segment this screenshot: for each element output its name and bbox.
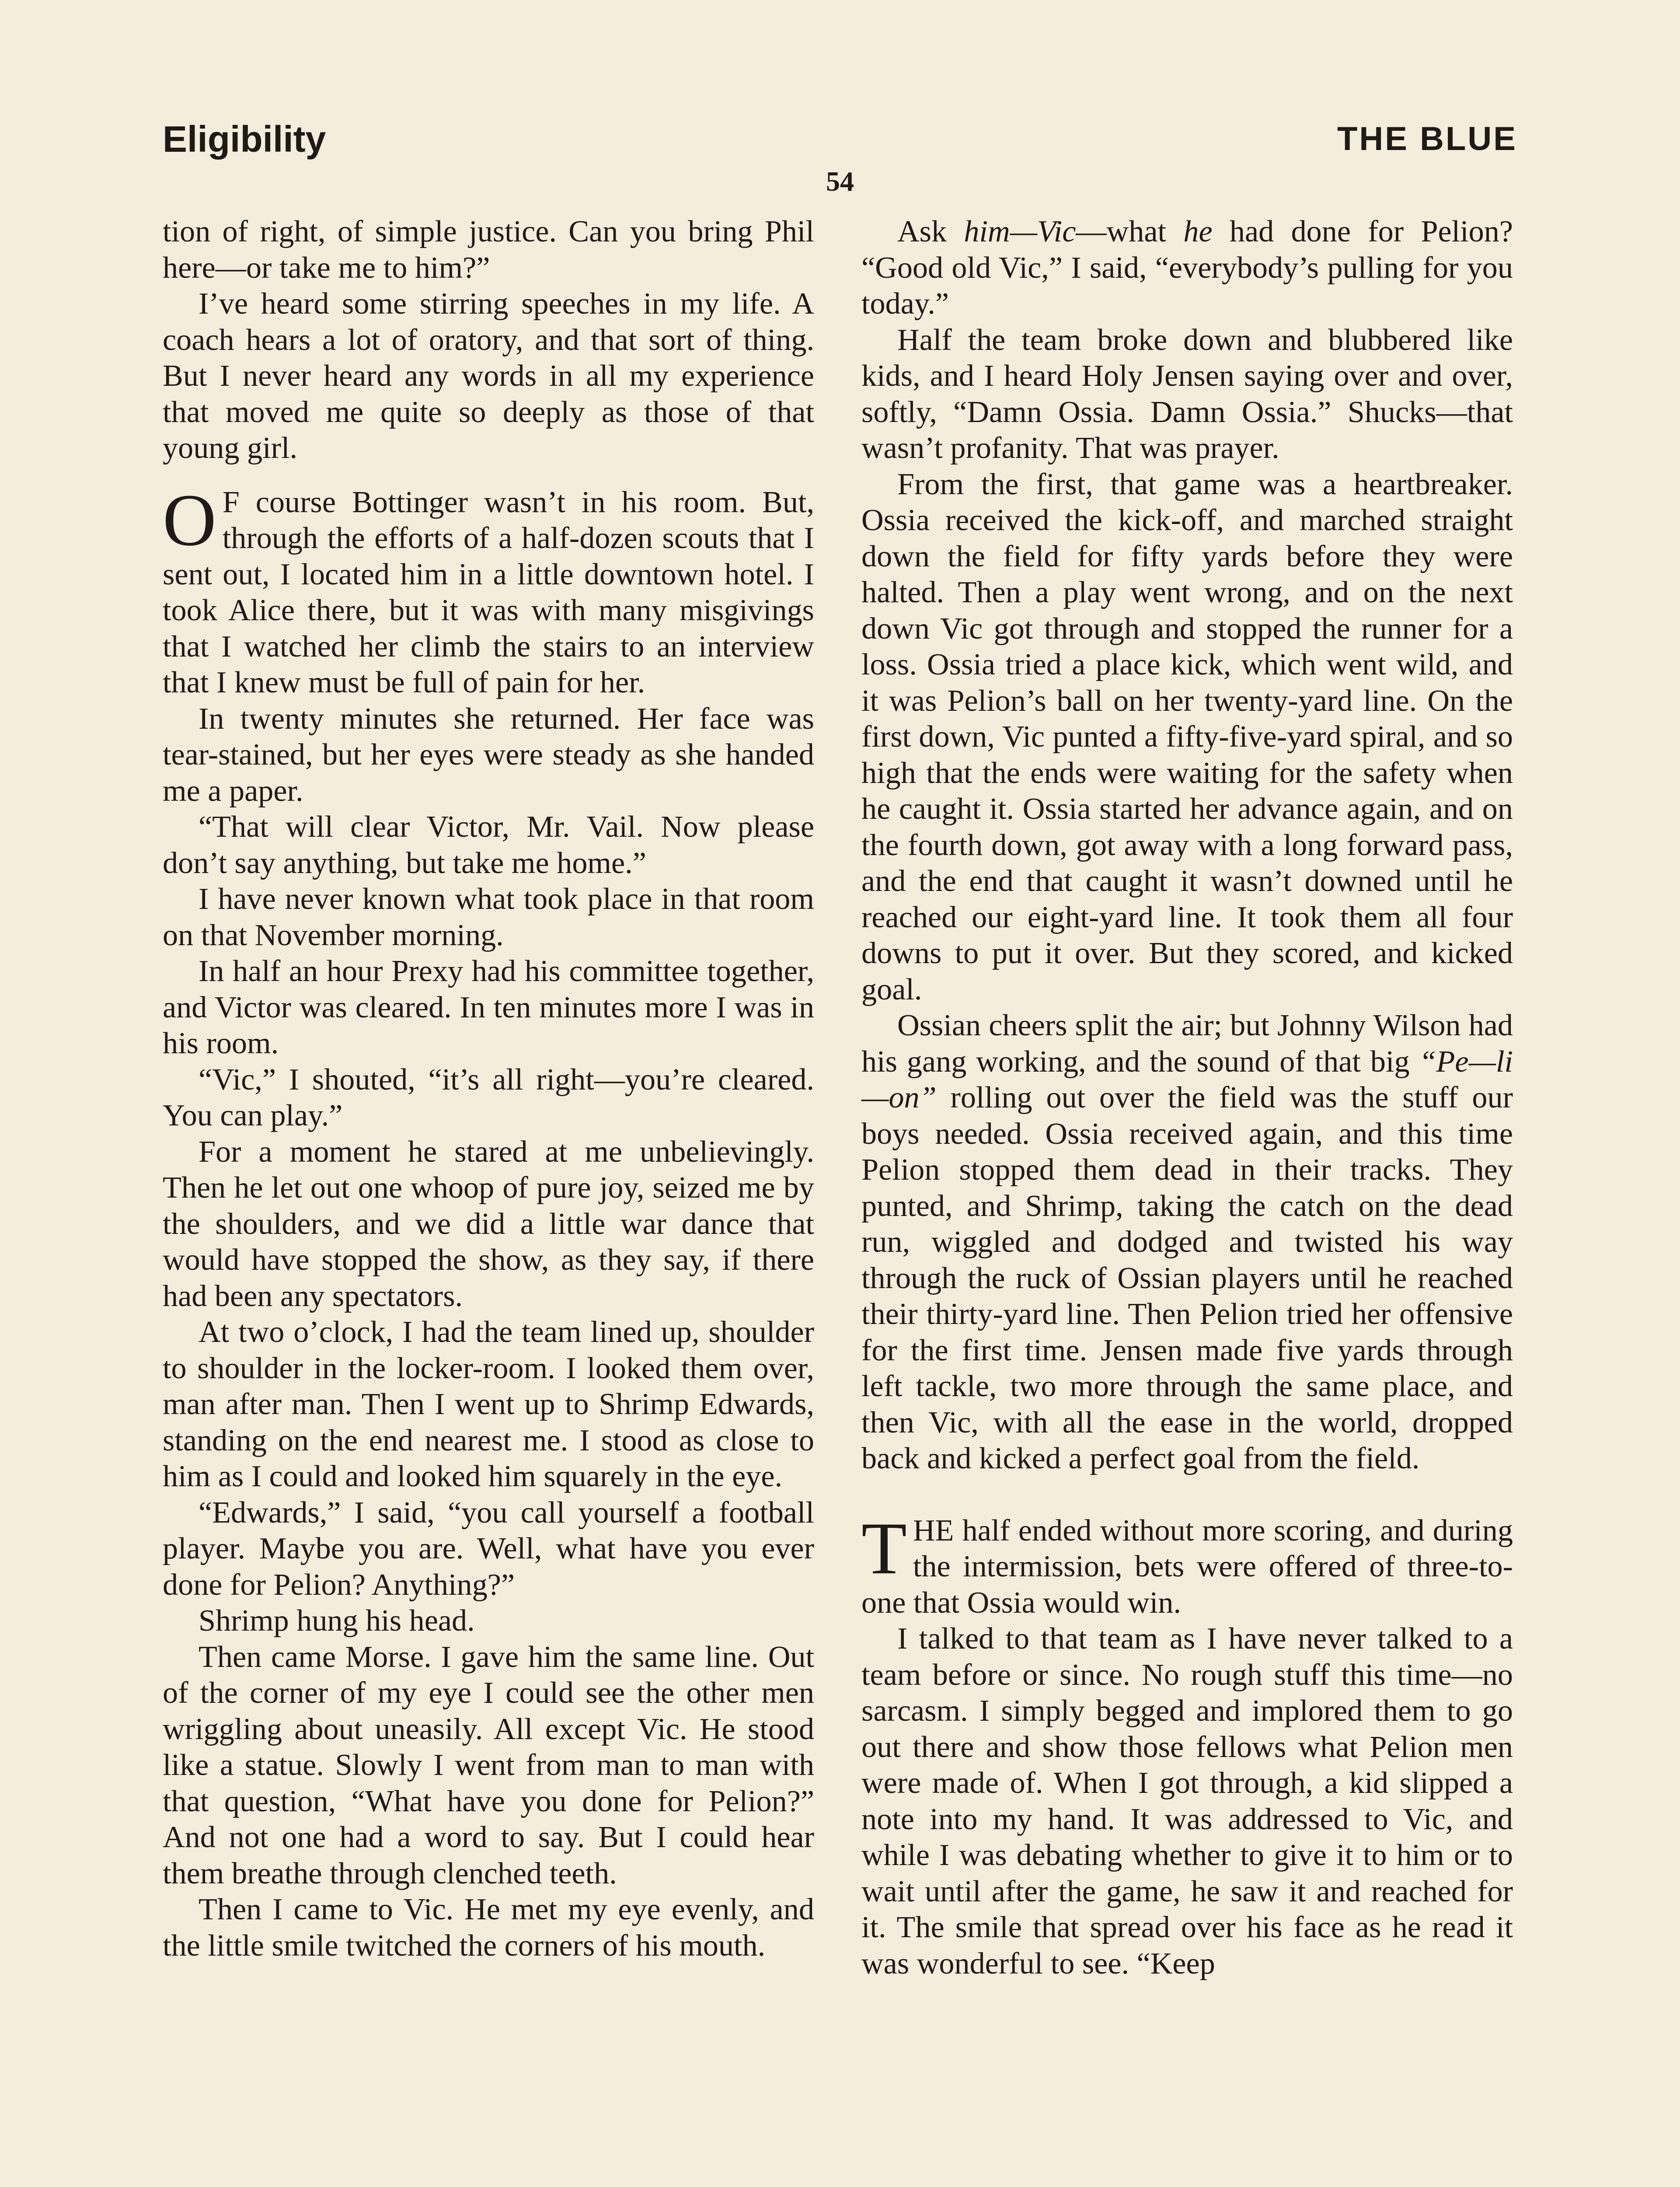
paragraph: From the first, that game was a heartbreaker. Ossia received the kick-off, and marched straight down the field for fifty yards before they were halted. Then a play went wrong, and on the next down Vic got through and stopped the runner for a loss. Ossia tried a place kick, which went wild, and it was Pelion’s ball on her twenty-yard line. On the first down, Vic punted a fifty-five-yard spiral, and so high that the ends were waiting for the safety when he caught it. Ossia started her advance again, and on the fourth down, got away with a long forward pass, and the end that caught it wasn’t downed until he reached our eight-yard line. It took them all four downs to put it over. But they scored, and kicked goal. bbox=[861, 467, 1513, 1006]
section-start-paragraph bbox=[861, 1507, 1513, 1621]
section-start-paragraph bbox=[163, 479, 814, 701]
paragraph bbox=[861, 213, 1513, 322]
paragraph: At two o’clock, I had the team lined up, shoulder to shoulder in the locker-room. I looked them over, man after man. Then I went up to Shrimp Edwards, standing on the end nearest me. I stood as close to him as I could and looked him squarely in the eye. bbox=[163, 1315, 814, 1493]
paragraph: I have never known what took place in that room on that November morning. bbox=[163, 882, 814, 952]
text-run: Ossian cheers split the air; but Johnny Wilson had his gang working, and the sound of that big bbox=[861, 1008, 1513, 1079]
paragraph-text: F course Bottinger wasn’t in his room. But, through the efforts of a half-dozen scouts that I sent out, I located him in a little downtown hotel. I took Alice there, but it was with many misgivings that I watched her climb the stairs to an interview that I knew must be full of pain for her. bbox=[163, 485, 814, 699]
paragraph: “Edwards,” I said, “you call yourself a football player. Maybe you are. Well, what have you ever done for Pelion? Anything?” bbox=[163, 1495, 814, 1602]
emphasis: him—Vic bbox=[964, 214, 1076, 248]
drop-cap: O bbox=[163, 479, 216, 561]
paragraph-text: HE half ended without more scoring, and during the intermission, bets were offered of three-to-one that Ossia would win. bbox=[861, 1513, 1513, 1620]
paragraph: Then came Morse. I gave him the same line. Out of the corner of my eye I could see the other men wriggling about uneasily. All except Vic. He stood like a statue. Slowly I went from man to man with that question, “What have you done for Pelion?” And not one had a word to say. But I could hear them breathe through clenched teeth. bbox=[163, 1639, 814, 1890]
paragraph: “Vic,” I shouted, “it’s all right—you’re cleared. You can play.” bbox=[163, 1062, 814, 1132]
text-run: rolling out over the field was the stuff our boys needed. Ossia received again, and this time Pelion stopped them dead in their tracks. They punted, and Shrimp, taking the catch on the dead run, wiggled and dodged and twisted his way through the ruck of Ossian players until he reached their thirty-yard line. Then Pelion tried her offensive for the first time. Jensen made five yards through left tackle, two more through the same place, and then Vic, with all the ease in the world, dropped back and kicked a perfect goal from the field. bbox=[861, 1080, 1513, 1475]
page-number: 54 bbox=[826, 166, 854, 197]
emphasis: “Pe—li—on” bbox=[861, 1044, 1513, 1114]
story-title: Eligibility bbox=[163, 119, 326, 160]
paragraph: I talked to that team as I have never talked to a team before or since. No rough stuff this time—no sarcasm. I simply begged and implored them to go out there and show those fellows what Pelion men were made of. When I got through, a kid slipped a note into my hand. It was addressed to Vic, and while I was debating whether to give it to him or to wait until after the game, he saw it and reached for it. The smile that spread over his face as he read it was wonderful to see. “Keep bbox=[861, 1621, 1513, 1981]
paragraph: tion of right, of simple justice. Can you bring Phil here—or take me to him?” bbox=[163, 214, 814, 285]
paragraph: Then I came to Vic. He met my eye evenly, and the little smile twitched the corners of his mouth. bbox=[163, 1892, 814, 1963]
paragraph: Half the team broke down and blubbered like kids, and I heard Holy Jensen saying over and over, softly, “Damn Ossia. Damn Ossia.” Shucks—that wasn’t profanity. That was prayer. bbox=[861, 322, 1513, 465]
paragraph: “That will clear Victor, Mr. Vail. Now please don’t say anything, but take me home.” bbox=[163, 810, 814, 880]
magazine-title: THE BLUE bbox=[1337, 120, 1517, 157]
emphasis: he bbox=[1183, 214, 1213, 248]
paragraph: In half an hour Prexy had his committee together, and Victor was cleared. In ten minutes more I was in his room. bbox=[163, 954, 814, 1060]
paragraph: In twenty minutes she returned. Her face was tear-stained, but her eyes were steady as she handed me a paper. bbox=[163, 701, 814, 808]
right-column bbox=[861, 213, 1513, 1981]
text-run: had done for Pelion? “Good old Vic,” I said, “everybody’s pulling for you today.” bbox=[861, 214, 1513, 321]
text-run: —what bbox=[1076, 214, 1184, 248]
left-column bbox=[163, 213, 814, 1963]
paragraph: For a moment he stared at me unbelievingly. Then he let out one whoop of pure joy, seized me by the shoulders, and we did a little war dance that would have stopped the show, as they say, if there had been any spectators. bbox=[163, 1134, 814, 1313]
drop-cap: T bbox=[861, 1507, 907, 1590]
paragraph bbox=[861, 1007, 1513, 1477]
paragraph: Shrimp hung his head. bbox=[199, 1604, 475, 1638]
paragraph: I’ve heard some stirring speeches in my life. A coach hears a lot of oratory, and that sort of thing. But I never heard any words in all my experience that moved me quite so deeply as those of that young girl. bbox=[163, 286, 814, 465]
text-run: Ask bbox=[897, 214, 964, 248]
